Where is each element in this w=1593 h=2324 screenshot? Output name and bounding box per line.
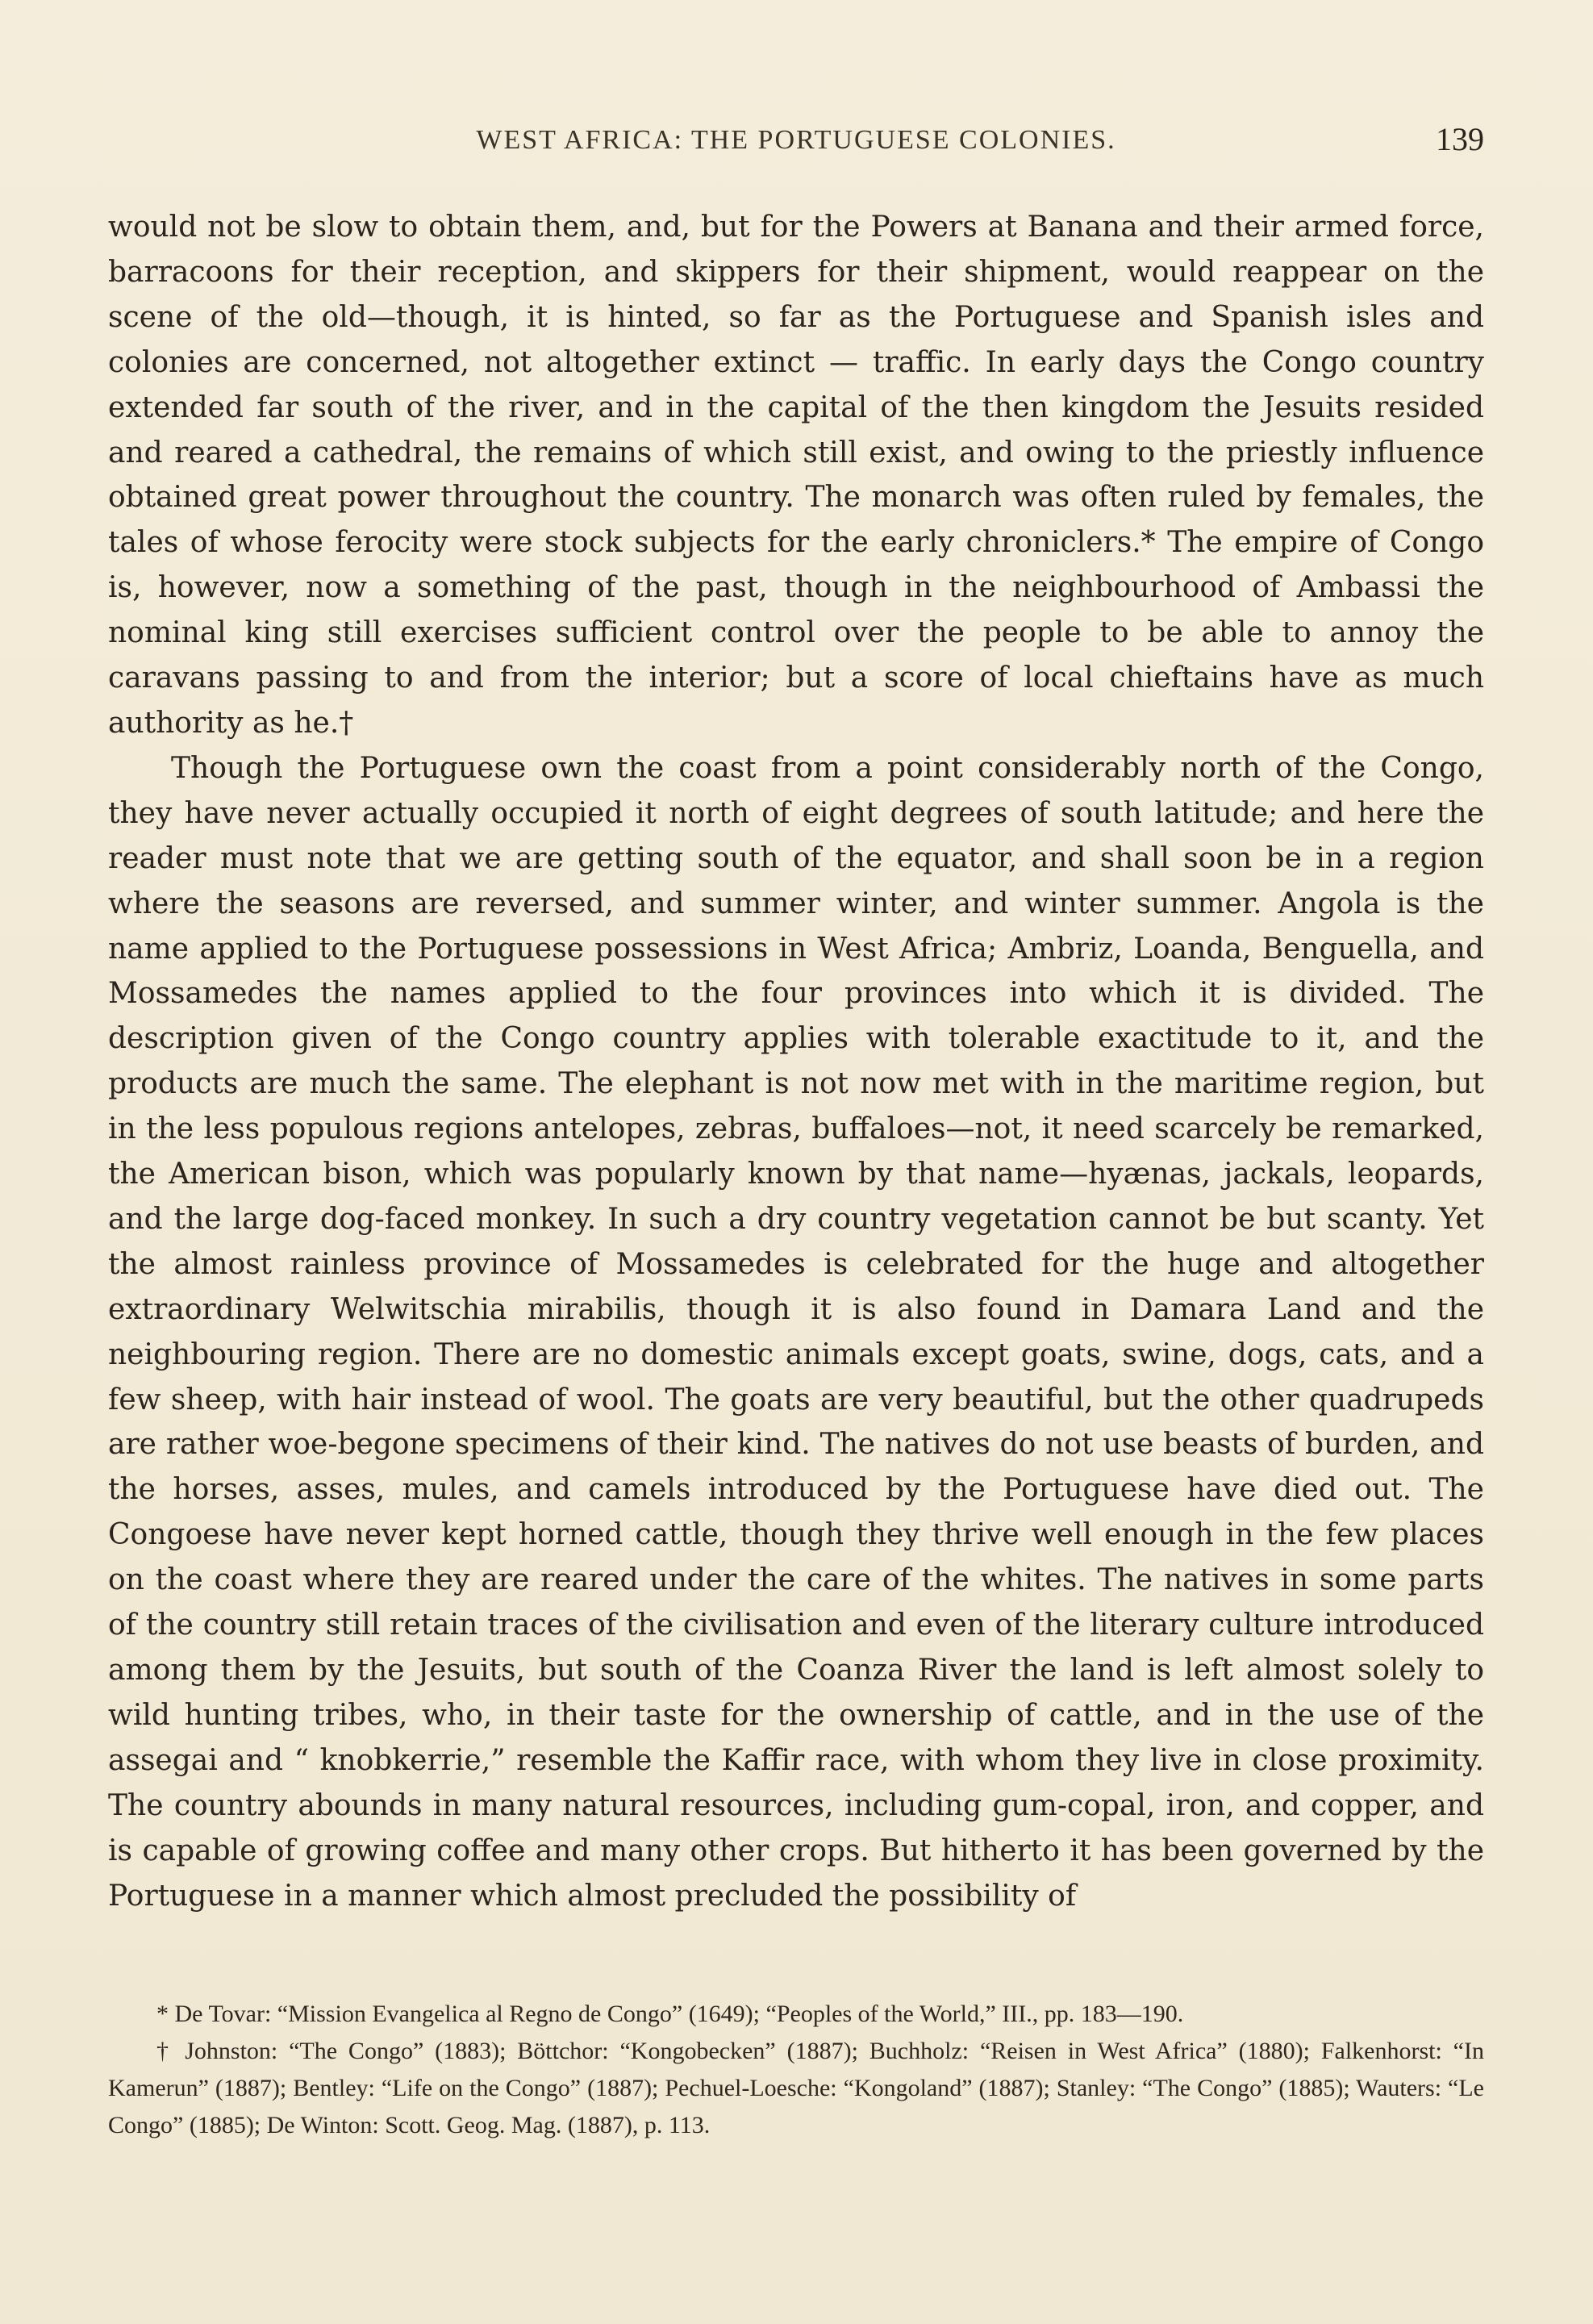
running-title: WEST AFRICA: THE PORTUGUESE COLONIES. [476,125,1116,155]
footnotes [108,1996,1484,2144]
page-number: 139 [1436,121,1484,157]
paragraph-continued: would not be slow to obtain them, and, but for the Powers at Banana and their armed force, barracoons for their reception, and skippers for their shipment, would reappear on the scene of the old—though, it is hinted, so far as the Portuguese and Spanish isles and colonies are concerned, not altogether extinct — traffic. In early days the Congo country extended far south of the river, and in the capital of the then kingdom the Jesuits resided and reared a cathedral, the remains of which still exist, and owing to the priestly influence obtained great power throughout the country. The monarch was often ruled by females, the tales of whose ferocity were stock subjects for the early chroniclers.* The empire of Congo is, however, now a something of the past, though in the neighbourhood of Ambassi the nominal king still exercises sufficient control over the people to be able to annoy the caravans passing to and from the interior; but a score of local chieftains have as much authority as he.† [108,211,1484,740]
running-header [108,121,1484,165]
paragraph-angola: Though the Portuguese own the coast from a point considerably north of the Congo, they have never actually occupied it north of eight degrees of south latitude; and here the reader must note that we are getting south of the equator, and shall soon be in a region where the seasons are reversed, and summer winter, and winter summer. Angola is the name applied to the Portuguese possessions in West Africa; Ambriz, Loanda, Benguella, and Mossamedes the names applied to the four provinces into which it is divided. The description given of the Congo country applies with tolerable exactitude to it, and the products are much the same. The elephant is not now met with in the maritime region, but in the less populous regions antelopes, zebras, buffaloes—not, it need scarcely be remarked, the American bison, which was popularly known by that name—hyænas, jackals, leopards, and the large dog-faced monkey. In such a dry country vegetation cannot be but scanty. Yet the almost rainless province of Mossamedes is celebrated for the huge and altogether extraordinary Welwitschia mirabilis, though it is also found in Damara Land and the neighbouring region. There are no domestic animals except goats, swine, dogs, cats, and a few sheep, with hair instead of wool. The goats are very beautiful, but the other quadrupeds are rather woe-begone specimens of their kind. The natives do not use beasts of burden, and the horses, asses, mules, and camels introduced by the Portuguese have died out. The Congoese have never kept horned cattle, though they thrive well enough in the few places on the coast where they are reared under the care of the whites. The natives in some parts of the country still retain traces of the civilisation and even of the literary culture introduced among them by the Jesuits, but south of the Coanza River the land is left almost solely to wild hunting tribes, who, in their taste for the ownership of cattle, and in the use of the assegai and “ knobkerrie,” resemble the Kaffir race, with whom they live in close proximity. The country abounds in many natural resources, including gum-copal, iron, and copper, and is capable of growing coffee and many other crops. But hitherto it has been governed by the Portuguese in a manner which almost precluded the possibility of [108,751,1484,1913]
footnote-dagger: † Johnston: “The Congo” (1883); Böttchor: “Kongobecken” (1887); Buchholz: “Reisen in West Africa” (1880); Falkenhorst: “In Kamerun” (1887); Bentley: “Life on the Congo” (1887); Pechuel-Loesche: “Kongoland” (1887); Stanley: “The Congo” (1885); Wauters: “Le Congo” (1885); De Winton: Scott. Geog. Mag. (1887), p. 113. [108,2038,1484,2138]
footnote-asterisk: * De Tovar: “Mission Evangelica al Regno de Congo” (1649); “Peoples of the World,” III., pp. 183—190. [156,2001,1184,2027]
body-text [108,205,1484,1918]
